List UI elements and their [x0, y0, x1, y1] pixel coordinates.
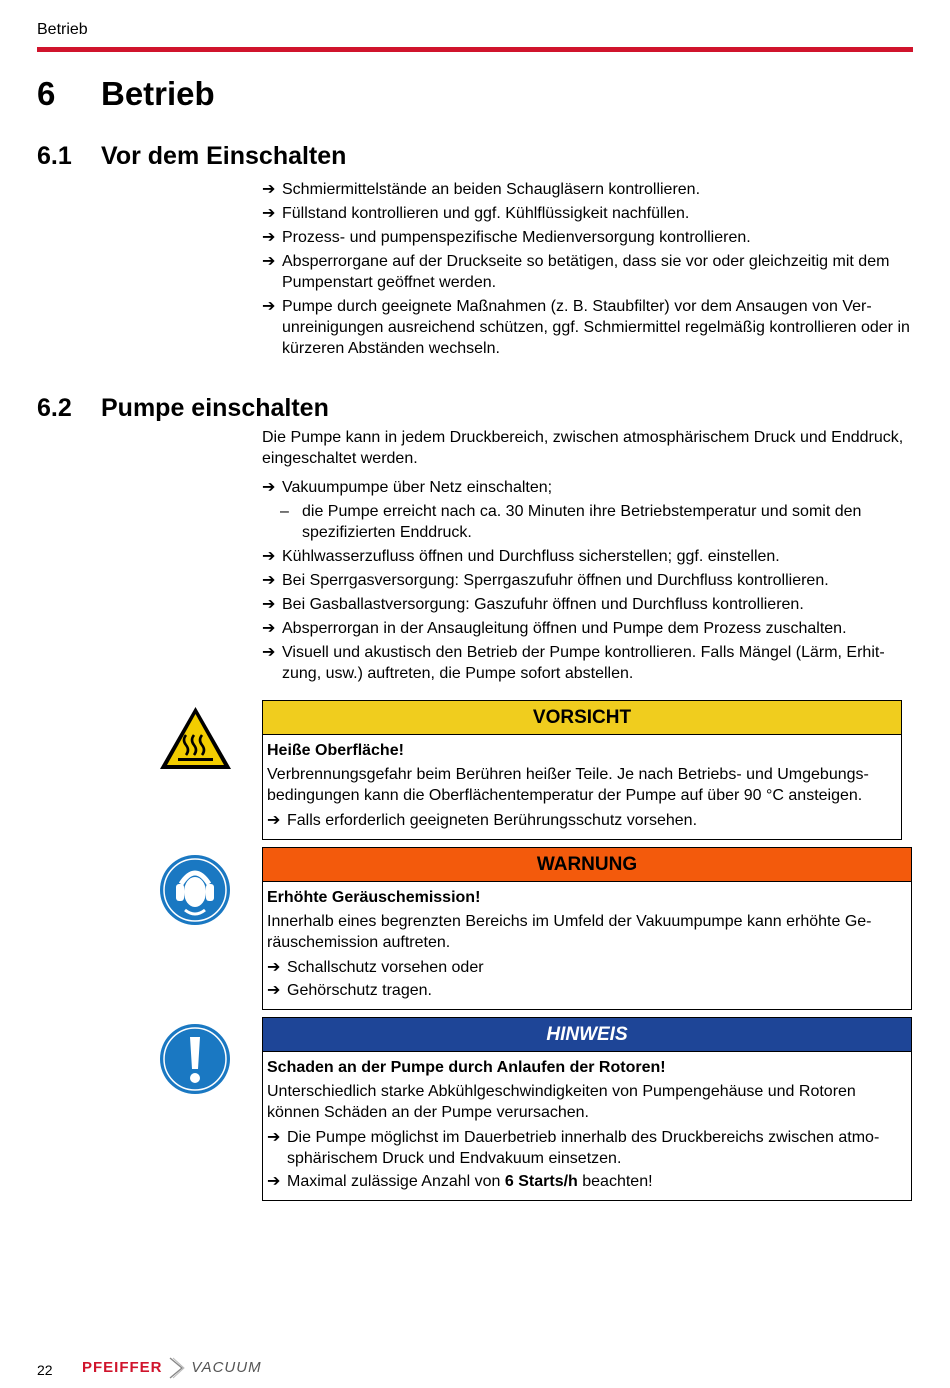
arrow-icon: ➔ [262, 253, 276, 270]
arrow-icon: ➔ [267, 1129, 281, 1146]
arrow-icon: ➔ [262, 596, 276, 613]
arrow-icon: ➔ [262, 229, 276, 246]
arrow-icon: ➔ [267, 812, 281, 829]
list-item: ➔ Schmiermittelstände an beiden Schaugläsern kontrollieren. [262, 181, 701, 198]
hinweis-notice [262, 1017, 912, 1201]
section-6-2-content [262, 427, 912, 687]
arrow-icon: ➔ [262, 479, 276, 496]
list-item: ➔ Absperrorgane auf der Druckseite so betätigen, dass sie vor oder gleichzeitig mit dem Pumpenstart geöffnet werden. [262, 253, 890, 291]
warning-text: Innerhalb eines begrenzten Bereichs im Umfeld der Vakuumpumpe kann erhöhte Geräuschemission auftreten. [267, 913, 872, 951]
running-header: Betrieb [37, 21, 88, 38]
caution-notice [262, 700, 902, 840]
arrow-icon: ➔ [267, 1173, 281, 1190]
header-rule [37, 47, 913, 52]
arrow-icon: ➔ [262, 620, 276, 637]
hinweis-text: Unterschiedlich starke Abkühlgeschwindigkeiten von Pumpengehäuse und Rotoren können Schäden an der Pumpe verursachen. [267, 1083, 856, 1121]
arrow-icon: ➔ [262, 205, 276, 222]
ear-protection-icon [159, 854, 231, 926]
list-item: ➔ Visuell und akustisch den Betrieb der Pumpe kontrollieren. Falls Mängel (Lärm, Erhitzung, usw.) auftreten, die Pumpe sofort abstellen. [262, 644, 885, 682]
list-item: ➔ Bei Gasballastversorgung: Gaszufuhr öffnen und Durchfluss kontrollieren. [262, 596, 804, 613]
dash-bullet: – [280, 503, 289, 520]
hot-surface-warning-icon [158, 705, 233, 771]
chapter-number: 6 [37, 75, 56, 112]
section-number-6-1: 6.1 [37, 142, 72, 170]
page-number: 22 [37, 1362, 53, 1378]
warning-action: ➔ Schallschutz vorsehen oder [267, 959, 484, 976]
caution-title: Heiße Oberfläche! [267, 742, 404, 759]
warning-label: WARNUNG [263, 848, 911, 882]
warning-title: Erhöhte Geräuschemission! [267, 889, 481, 906]
exclamation-icon [159, 1023, 231, 1095]
list-item: ➔ Kühlwasserzufluss öffnen und Durchfluss sicherstellen; ggf. einstellen. [262, 548, 780, 565]
arrow-icon: ➔ [262, 548, 276, 565]
arrow-icon: ➔ [267, 982, 281, 999]
pfeiffer-vacuum-logo [82, 1356, 262, 1380]
section-intro: Die Pumpe kann in jedem Druckbereich, zwischen atmosphärischem Druck und Enddruck, eingeschaltet werden. [262, 429, 904, 467]
hinweis-action: ➔ Maximal zulässige Anzahl von 6 Starts/h beachten! [267, 1173, 653, 1190]
warning-notice [262, 847, 912, 1010]
arrow-icon: ➔ [262, 298, 276, 315]
section-title-6-1: Vor dem Einschalten [101, 142, 347, 170]
arrow-icon: ➔ [262, 572, 276, 589]
list-item: ➔ Vakuumpumpe über Netz einschalten; [262, 479, 553, 496]
list-item: ➔ Bei Sperrgasversorgung: Sperrgaszufuhr öffnen und Durchfluss kontrollieren. [262, 572, 829, 589]
hinweis-title: Schaden an der Pumpe durch Anlaufen der Rotoren! [267, 1059, 666, 1076]
chapter-title: Betrieb [101, 75, 215, 112]
list-item: ➔ Füllstand kontrollieren und ggf. Kühlflüssigkeit nachfüllen. [262, 205, 690, 222]
brand-vacuum: VACUUM [191, 1359, 262, 1377]
brand-pfeiffer: PFEIFFER [82, 1359, 163, 1377]
hinweis-action: ➔ Die Pumpe möglichst im Dauerbetrieb innerhalb des Druckbereichs zwischen atmosphärischem Druck und Endvakuum einsetzen. [267, 1129, 880, 1167]
caution-label: VORSICHT [263, 701, 901, 735]
section-number-6-2: 6.2 [37, 394, 72, 422]
starts-limit: 6 Starts/h [504, 1173, 578, 1190]
arrow-icon: ➔ [267, 959, 281, 976]
list-item: ➔ Prozess- und pumpenspezifische Medienversorgung kontrollieren. [262, 229, 751, 246]
list-item: ➔ Pumpe durch geeignete Maßnahmen (z. B. Staubfilter) vor dem Ansaugen von Verunreinigungen ausreichend schützen, ggf. Schmiermittel regelmäßig kontrollieren oder in kürzeren Abständen wechseln. [262, 298, 910, 357]
section-6-1-list [262, 179, 912, 362]
arrow-icon: ➔ [262, 644, 276, 661]
warning-action: ➔ Gehörschutz tragen. [267, 982, 432, 999]
caution-text: Verbrennungsgefahr beim Berühren heißer Teile. Je nach Betriebs- und Umgebungsbedingungen kann die Oberflächentemperatur der Pumpe auf über 90 °C ansteigen. [267, 766, 869, 804]
caution-action: ➔ Falls erforderlich geeigneten Berührungsschutz vorsehen. [267, 812, 698, 829]
section-title-6-2: Pumpe einschalten [101, 394, 329, 422]
hinweis-label: HINWEIS [263, 1018, 911, 1052]
list-item: ➔ Absperrorgan in der Ansaugleitung öffnen und Pumpe dem Prozess zuschalten. [262, 620, 847, 637]
sub-list-item: – die Pumpe erreicht nach ca. 30 Minuten ihre Betriebstemperatur und somit den spezifizierten Enddruck. [280, 503, 862, 541]
logo-swoosh-icon [168, 1356, 186, 1380]
arrow-icon: ➔ [262, 181, 276, 198]
